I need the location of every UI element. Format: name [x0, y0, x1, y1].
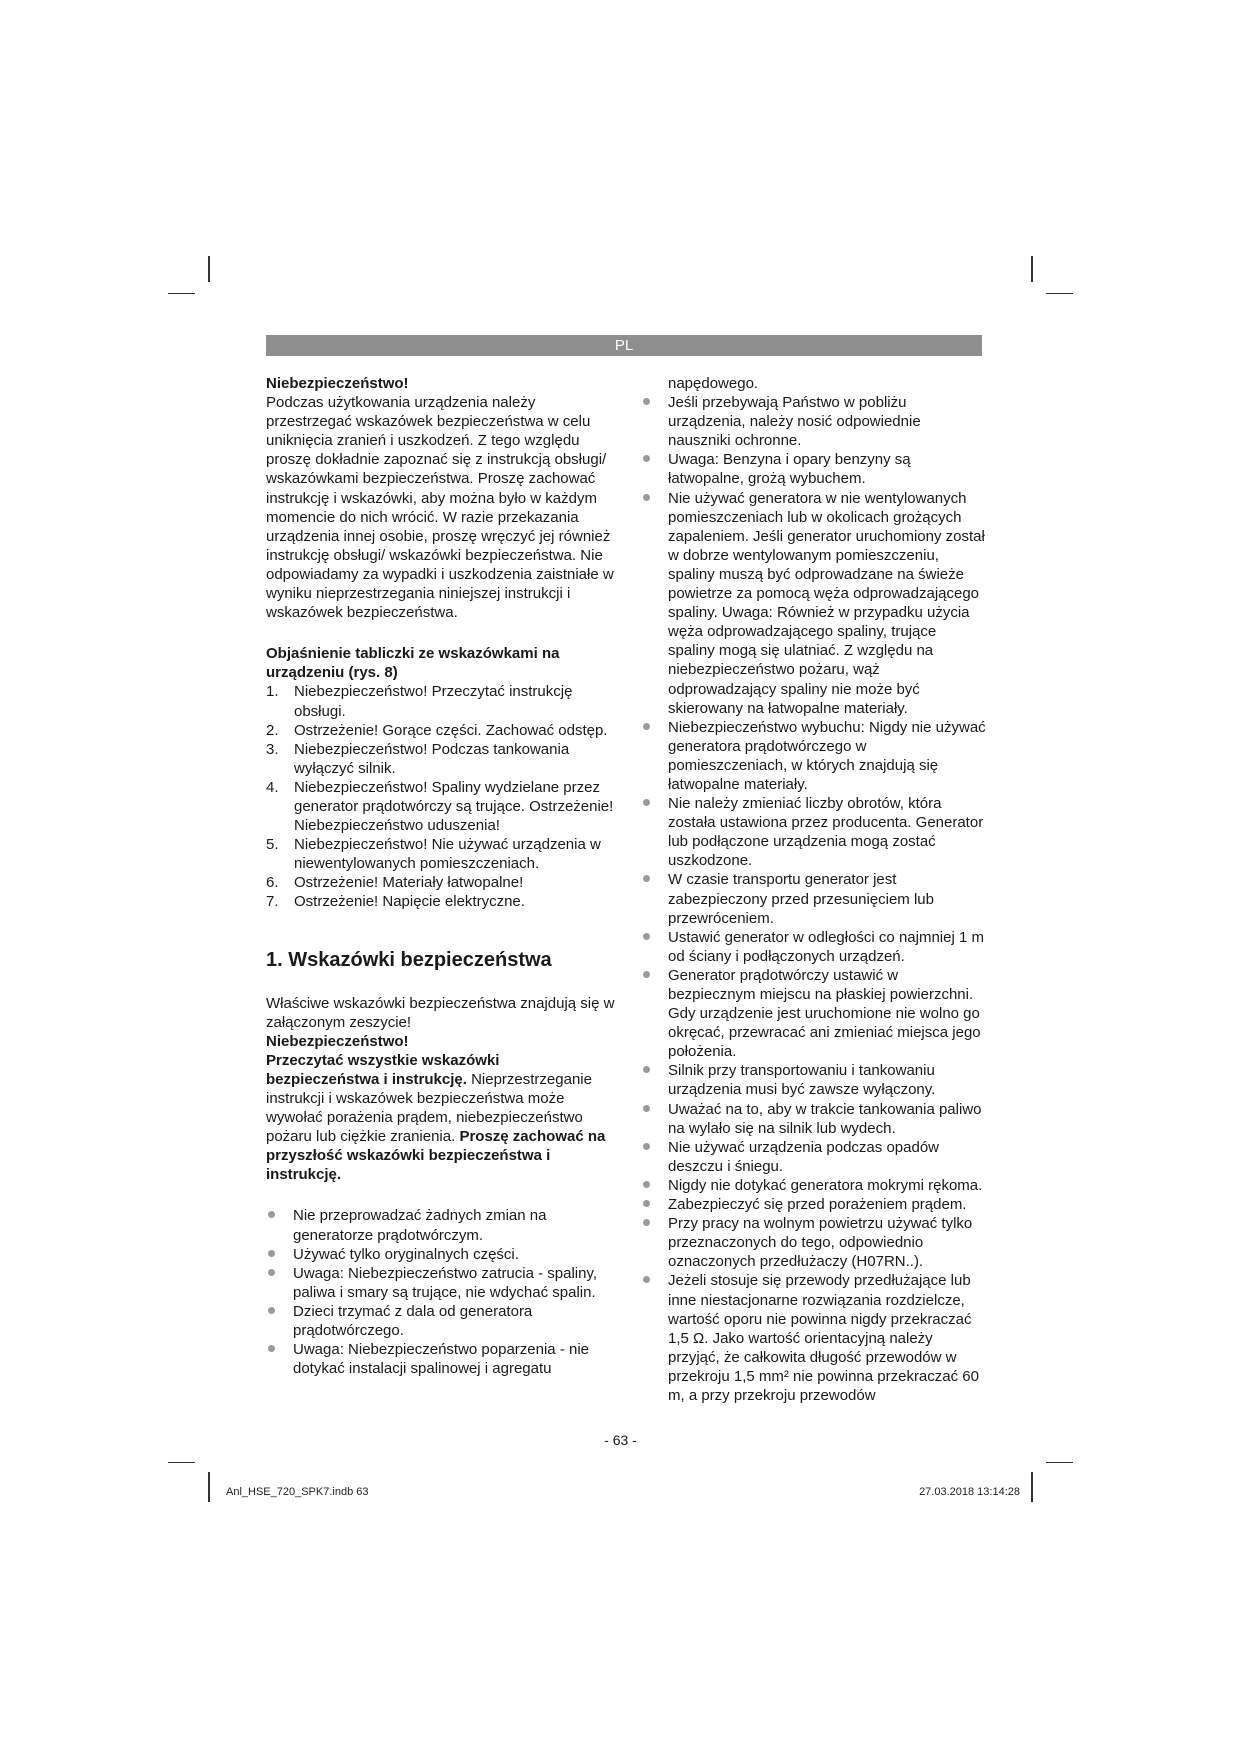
list-item: Dzieci trzymać z dala od generatora prądotwórczego.	[266, 1302, 616, 1340]
page-number: - 63 -	[604, 1432, 637, 1448]
list-item: Nie używać generatora w nie wentylowanych pomieszczeniach lub w okolicach grożących zapaleniem. Jeśli generator uruchomiony został w dobrze wentylowanym pomieszczeniu, spaliny muszą być odprowadzane na świeże powietrze za pomocą węża odprowadzającego spaliny. Uwaga: Również w przypadku użycia węża odprowadzającego spaliny, trujące spaliny mogą się ulatniać. Z względu na niebezpieczeństwo pożaru, wąż odprowadzający spaliny nie może być skierowany na łatwopalne materiały.	[641, 489, 986, 718]
list-item: Nie należy zmieniać liczby obrotów, która została ustawiona przez producenta. Generator lub podłączone urządzenia mogą zostać uszkodzone.	[641, 794, 986, 870]
crop-mark	[1031, 256, 1033, 282]
list-item: Nigdy nie dotykać generatora mokrymi rękoma.	[641, 1176, 986, 1195]
continuation-text: napędowego.	[668, 375, 759, 392]
list-item: W czasie transportu generator jest zabezpieczony przed przesunięciem lub przewróceniem.	[641, 870, 986, 927]
list-item: 1. Niebezpieczeństwo! Przeczytać instrukcję obsługi.	[266, 683, 573, 720]
list-item: Przy pracy na wolnym powietrzu używać tylko przeznaczonych do tego, odpowiednio oznaczonych przedłużaczy (H07RN..).	[641, 1214, 986, 1271]
warning-text: Podczas użytkowania urządzenia należy przestrzegać wskazówek bezpieczeństwa w celu uniknięcia zranień i uszkodzeń. Z tego względu proszę dokładnie zapoznać się z instrukcją obsługi/ wskazówkami bezpieczeństwa. Proszę zachować instrukcję i wskazówki, aby można było w każdym momencie do nich wrócić. W razie przekazania urządzenia innej osobie, proszę wręczyć jej również instrukcję obsługi/ wskazówki bezpieczeństwa. Nie odpowiadamy za wypadki i uszkodzenia zaistniałe w wyniku nieprzestrzegania niniejszej instrukcji i wskazówek bezpieczeństwa.	[266, 394, 614, 622]
language-label: PL	[614, 337, 634, 354]
list-item: 4. Niebezpieczeństwo! Spaliny wydzielane przez generator prądotwórczy są trujące. Ostrzeżenie! Niebezpieczeństwo uduszenia!	[266, 778, 614, 835]
list-item: Uważać na to, aby w trakcie tankowania paliwo na wylało się na silnik lub wydech.	[641, 1100, 986, 1138]
crop-mark	[1046, 293, 1073, 294]
section-heading: 1. Wskazówki bezpieczeństwa	[266, 948, 552, 971]
plate-title: Objaśnienie tabliczki ze wskazówkami na urządzeniu (rys. 8)	[266, 645, 560, 682]
list-item: Zabezpieczyć się przed porażeniem prądem.	[641, 1195, 986, 1214]
crop-mark	[1046, 1462, 1073, 1463]
language-header-bar	[266, 335, 982, 356]
safety-bullet-list	[641, 393, 986, 1405]
list-item: Nie używać urządzenia podczas opadów deszczu i śniegu.	[641, 1138, 986, 1176]
list-item: Ustawić generator w odległości co najmniej 1 m od ściany i podłączonych urządzeń.	[641, 928, 986, 966]
crop-mark	[208, 1472, 210, 1502]
left-column	[266, 374, 616, 1378]
crop-mark	[208, 256, 210, 282]
warning-title: Niebezpieczeństwo!	[266, 375, 409, 392]
list-item: Silnik przy transportowaniu i tankowaniu urządzenia musi być zawsze wyłączony.	[641, 1061, 986, 1099]
list-item: 2. Ostrzeżenie! Gorące części. Zachować odstęp.	[266, 721, 608, 739]
crop-mark	[1031, 1472, 1033, 1502]
list-item: Jeśli przebywają Państwo w pobliżu urządzenia, należy nosić odpowiednie nauszniki ochronne.	[641, 393, 986, 450]
crop-mark	[168, 293, 195, 294]
crop-mark	[168, 1462, 195, 1463]
list-item: Jeżeli stosuje się przewody przedłużające lub inne niestacjonarne rozwiązania rozdzielcze, wartość oporu nie powinna nigdy przekraczać 1,5 Ω. Jako wartość orientacyjną należy przyjąć, że całkowita długość przewodów w przekroju 1,5 mm² nie powinna przekraczać 60 m, a przy przekroju przewodów	[641, 1271, 986, 1405]
list-item: Uwaga: Benzyna i opary benzyny są łatwopalne, grożą wybuchem.	[641, 450, 986, 488]
right-column	[641, 374, 986, 1405]
list-item: Uwaga: Niebezpieczeństwo poparzenia - nie dotykać instalacji spalinowej i agregatu	[266, 1340, 616, 1378]
list-item: Nie przeprowadzać żadnych zmian na generatorze prądotwórczym.	[266, 1206, 616, 1244]
list-item: Niebezpieczeństwo wybuchu: Nigdy nie używać generatora prądotwórczego w pomieszczeniach, w których znajdują się łatwopalne materiały.	[641, 718, 986, 794]
plate-list	[266, 682, 616, 911]
list-item: 5. Niebezpieczeństwo! Nie używać urządzenia w niewentylowanych pomieszczeniach.	[266, 836, 601, 873]
list-item: 3. Niebezpieczeństwo! Podczas tankowania wyłączyć silnik.	[266, 740, 570, 777]
section-intro: Właściwe wskazówki bezpieczeństwa znajdują się w załączonym zeszycie!	[266, 994, 615, 1031]
footer-file: Anl_HSE_720_SPK7.indb 63	[226, 1486, 369, 1498]
footer-timestamp: 27.03.2018 13:14:28	[919, 1486, 1020, 1498]
danger-paragraph: Przeczytać wszystkie wskazówki bezpieczeństwa i instrukcję. Nieprzestrzeganie instrukcji i wskazówek bezpieczeństwa może wywołać porażenia prądem, niebezpieczeństwo pożaru lub ciężkie zranienia. Proszę zachować na przyszłość wskazówki bezpieczeństwa i instrukcję.	[266, 1051, 606, 1184]
list-item: 6. Ostrzeżenie! Materiały łatwopalne!	[266, 874, 524, 892]
danger-title: Niebezpieczeństwo!	[266, 1032, 409, 1050]
list-item: Uwaga: Niebezpieczeństwo zatrucia - spaliny, paliwa i smary są trujące, nie wdychać spalin.	[266, 1264, 616, 1302]
list-item: Używać tylko oryginalnych części.	[266, 1245, 616, 1264]
list-item: 7. Ostrzeżenie! Napięcie elektryczne.	[266, 893, 525, 911]
list-item: Generator prądotwórczy ustawić w bezpiecznym miejscu na płaskiej powierzchni. Gdy urządzenie jest uruchomione nie wolno go okręcać, przewracać ani zmieniać miejsca jego położenia.	[641, 966, 986, 1061]
safety-bullet-list	[266, 1206, 616, 1378]
